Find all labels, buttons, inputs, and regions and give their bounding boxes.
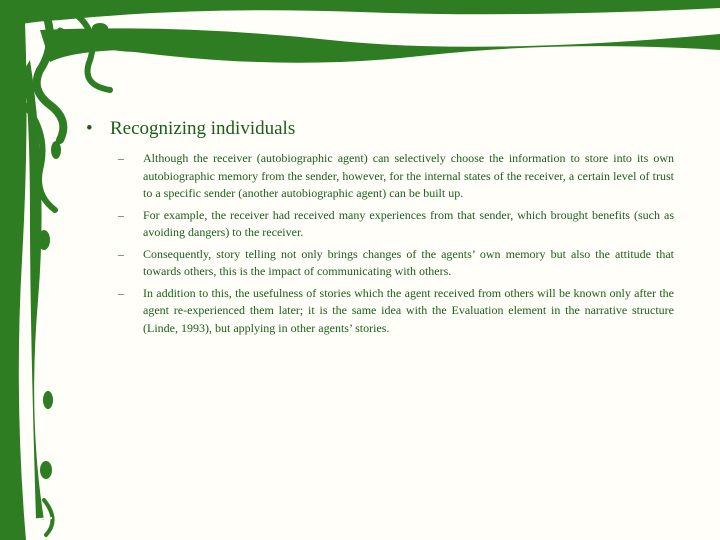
- list-item: [114, 207, 674, 242]
- heading-bullet-row: [86, 117, 686, 141]
- slide-heading: Recognizing individuals: [110, 118, 296, 139]
- list-item: [114, 285, 674, 338]
- list-item-text: In addition to this, the usefulness of stories which the agent received from others will be known only after the agent re-experienced them later; it is the same idea with the Evaluation element in the narrative structure (Linde, 1993), but applying in other agents’ stories.: [143, 285, 674, 335]
- list-item-text: Consequently, story telling not only brings changes of the agents’ own memory but also the attitude that towards others, this is the impact of communicating with others.: [143, 246, 674, 278]
- sub-bullet-marker: –: [118, 285, 124, 300]
- list-item: [114, 150, 674, 203]
- heading-bullet-marker: •: [86, 118, 93, 139]
- list-item-text: Although the receiver (autobiographic agent) can selectively choose the information to store into its own autobiographic memory from the sender, however, for the internal states of the receiver, a certain level of trust to a specific sender (another autobiographic agent) can be built up.: [143, 151, 674, 200]
- list-item-text: For example, the receiver had received many experiences from that sender, which brought benefits (such as avoiding dangers) to the receiver.: [143, 207, 674, 239]
- list-item: [114, 246, 674, 281]
- sub-bullet-marker: –: [118, 151, 124, 165]
- sub-bullet-marker: –: [118, 207, 124, 222]
- sub-bullet-list: [114, 150, 674, 341]
- sub-bullet-marker: –: [118, 246, 124, 261]
